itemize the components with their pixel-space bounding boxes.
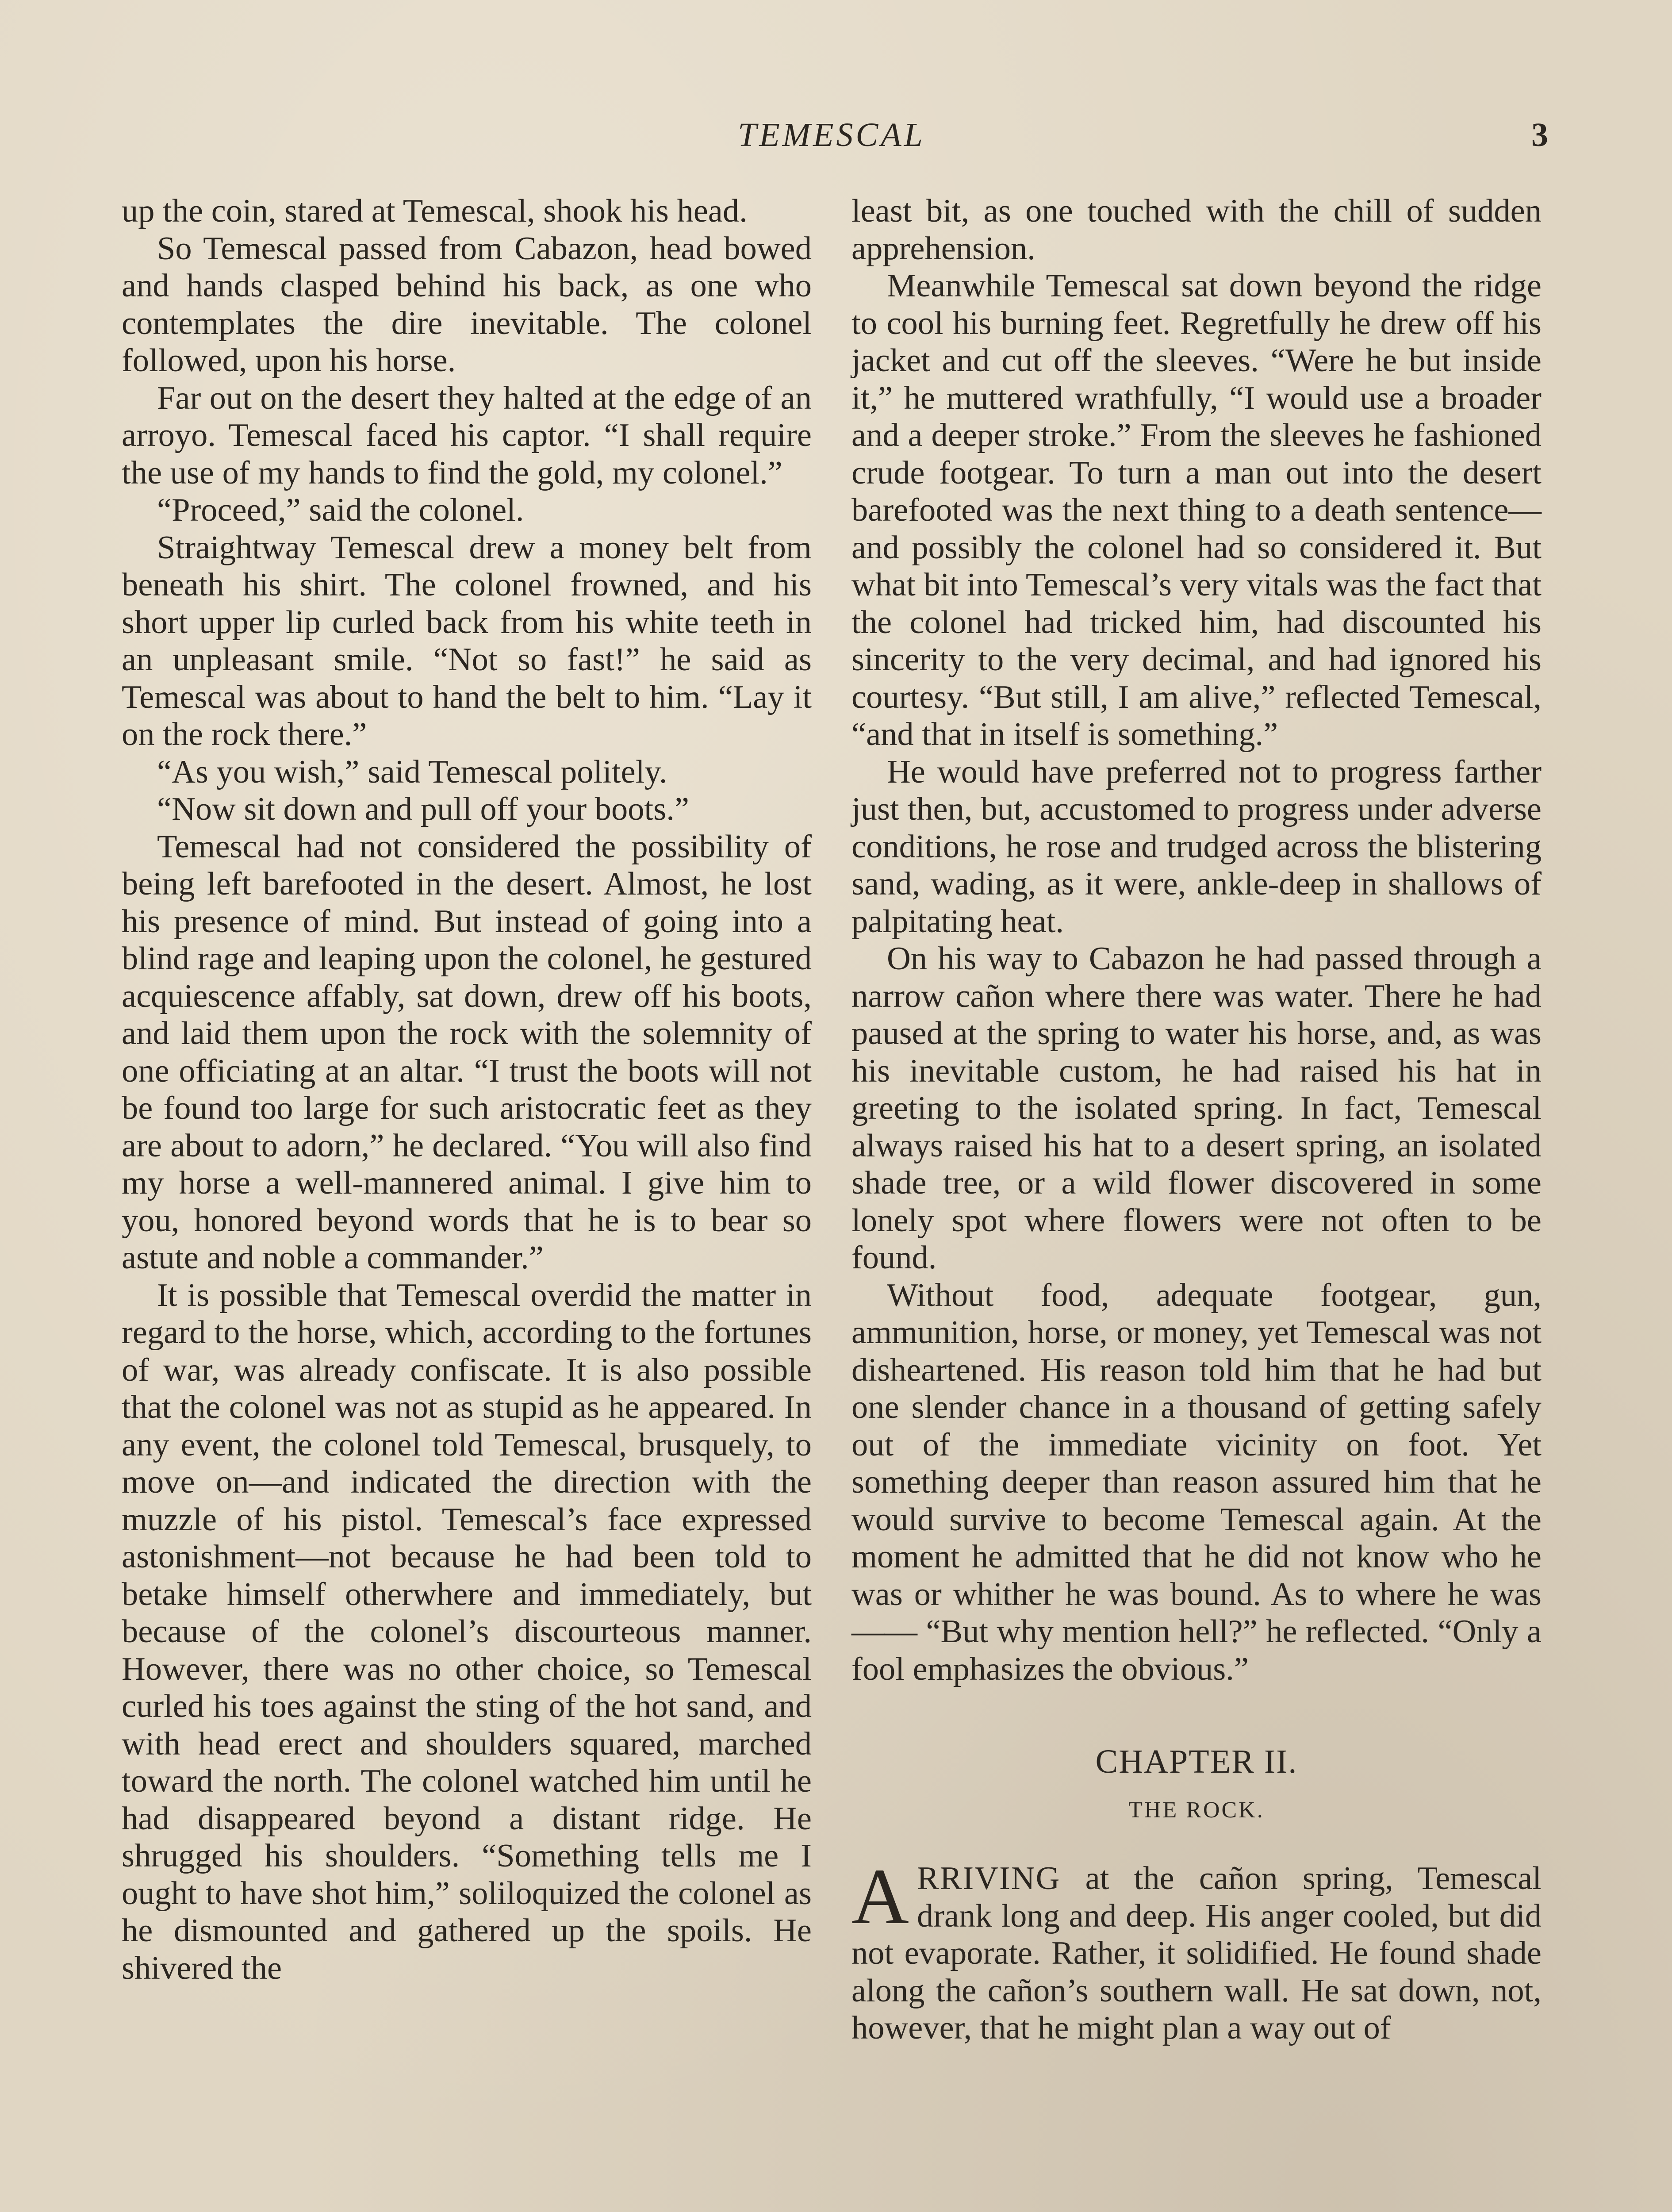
paragraph: Meanwhile Temescal sat down beyond the ridge to cool his burning feet. Regretfully he drew off his jacket and cut off the sleeves. “Were he but inside it,” he muttered wrathfully, “I would use a broader and a deeper stroke.” From the sleeves he fashioned crude footgear. To turn a man out into the desert barefooted was the next thing to a death sentence—and possibly the colonel had so considered it. But what bit into Temescal’s very vitals was the fact that the colonel had tricked him, had discounted his sincerity to the very decimal, and had ignored his courtesy. “But still, I am alive,” reflected Temescal, “and that in itself is something.”: [851, 268, 1542, 753]
paragraph: Straightway Temescal drew a money belt from beneath his shirt. The colonel frowned, and his short upper lip curled back from his white teeth in an unpleasant smile. “Not so fast!” he said as Temescal was about to hand the belt to him. “Lay it on the rock there.”: [122, 529, 812, 753]
paragraph: So Temescal passed from Cabazon, head bowed and hands clasped behind his back, as one who contemplates the dire inevitable. The colonel followed, upon his horse.: [122, 230, 812, 379]
paragraph: up the coin, stared at Temescal, shook his head.: [122, 193, 748, 229]
right-column: [851, 192, 1542, 2047]
left-column: [122, 192, 812, 1987]
opening-small-caps: RRIVING: [917, 1860, 1061, 1897]
paragraph: It is possible that Temescal overdid the matter in regard to the horse, which, according to the fortunes of war, was already confiscate. It is also possible that the colonel was not as stupid as he appeared. In any event, the colonel told Temescal, brusquely, to move on—and indicated the direction with the muzzle of his pistol. Temescal’s face expressed astonishment—not because he had been told to betake himself otherwhere and immediately, but because of the colonel’s discourteous manner. However, there was no other choice, so Temescal curled his toes against the sting of the hot sand, and with head erect and shoulders squared, marched toward the north. The colonel watched him until he had disappeared beyond a distant ridge. He shrugged his shoulders. “Something tells me I ought to have shot him,” soliloquized the colonel as he dismounted and gathered up the spoils. He shivered the: [122, 1277, 812, 1986]
paragraph: “As you wish,” said Temescal politely.: [157, 753, 667, 790]
paragraph: “Proceed,” said the colonel.: [157, 492, 524, 528]
chapter-heading: CHAPTER II.: [1095, 1743, 1298, 1780]
paragraph: He would have preferred not to progress farther just then, but, accustomed to progress under adverse conditions, he rose and trudged across the blistering sand, wading, as it were, ankle-deep in shallows of palpitating heat.: [851, 753, 1542, 940]
chapter-opening-paragraph: [851, 1852, 1542, 2047]
chapter-subtitle: THE ROCK.: [1128, 1797, 1265, 1823]
running-title: TEMESCAL: [738, 116, 925, 154]
opening-text: at the cañon spring, Temescal drank long and deep. His anger cooled, but did not evaporate. Rather, it solidified. He found shade along the cañon’s southern wall. He sat down, not, however, that he might plan a way out of: [851, 1860, 1542, 2046]
paragraph: Without food, adequate footgear, gun, ammunition, horse, or money, yet Temescal was not disheartened. His reason told him that he had but one slender chance in a thousand of getting safely out of the immediate vicinity on foot. Yet something deeper than reason assured him that he would survive to become Temescal again. At the moment he admitted that he did not know who he was or whither he was bound. As to where he was—— “But why mention hell?” he reflected. “Only a fool emphasizes the obvious.”: [851, 1277, 1542, 1687]
paragraph: “Now sit down and pull off your boots.”: [157, 791, 689, 827]
paragraph: least bit, as one touched with the chill of sudden apprehension.: [851, 193, 1542, 267]
paragraph: Temescal had not considered the possibility of being left barefooted in the desert. Almost, he lost his presence of mind. But instead of going into a blind rage and leaping upon the colonel, he gestured acquiescence affably, sat down, drew off his boots, and laid them upon the rock with the solemnity of one officiating at an altar. “I trust the boots will not be found too large for such aristocratic feet as they are about to adorn,” he declared. “You will also find my horse a well-mannered animal. I give him to you, honored beyond words that he is to bear so astute and noble a commander.”: [122, 828, 812, 1276]
drop-cap: A: [851, 1852, 909, 1940]
paragraph: On his way to Cabazon he had passed through a narrow cañon where there was water. There he had paused at the spring to water his horse, and, as was his inevitable custom, he had raised his hat in greeting to the isolated spring. In fact, Temescal always raised his hat to a desert spring, an isolated shade tree, or a wild flower discovered in some lonely spot where flowers were not often to be found.: [851, 941, 1542, 1276]
page-number: 3: [1531, 116, 1548, 154]
paragraph: Far out on the desert they halted at the edge of an arroyo. Temescal faced his captor. “I shall require the use of my hands to find the gold, my colonel.”: [122, 380, 812, 491]
page-header: [115, 116, 1548, 165]
